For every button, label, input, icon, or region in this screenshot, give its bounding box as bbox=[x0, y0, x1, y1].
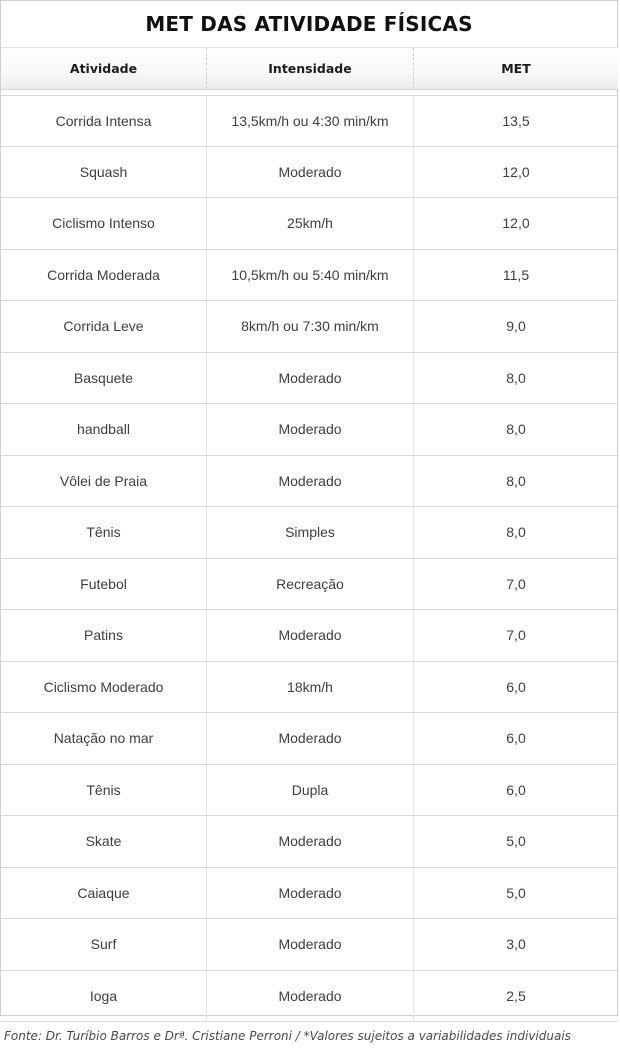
met-cell: 11,5 bbox=[502, 266, 530, 283]
activity-cell: Basquete bbox=[1, 353, 207, 404]
activity-cell: Tênis bbox=[1, 765, 207, 816]
met-cell: 9,0 bbox=[506, 318, 526, 335]
table-row bbox=[1, 816, 618, 868]
activity-cell: Corrida Moderada bbox=[1, 250, 207, 301]
table-row bbox=[1, 713, 618, 765]
intensity-cell: Simples bbox=[207, 507, 414, 558]
met-cell: 2,5 bbox=[506, 987, 526, 1004]
table-title: MET DAS ATIVIDADE FÍSICAS bbox=[145, 11, 473, 36]
met-cell: 12,0 bbox=[502, 163, 530, 180]
table-header bbox=[1, 47, 618, 90]
met-cell: 5,0 bbox=[506, 833, 526, 850]
table-row bbox=[1, 919, 618, 971]
met-cell: 8,0 bbox=[506, 421, 526, 438]
source-footnote: Fonte: Dr. Turíbio Barros e Drª. Cristiane Perroni / *Valores sujeitos a variabilidades individuais bbox=[4, 1029, 571, 1043]
table-row bbox=[1, 404, 618, 456]
intensity-cell: Recreação bbox=[207, 559, 414, 610]
table-row bbox=[1, 971, 618, 1023]
met-cell: 6,0 bbox=[506, 730, 526, 747]
table-row bbox=[1, 456, 618, 508]
intensity-cell: 8km/h ou 7:30 min/km bbox=[207, 301, 414, 352]
activity-cell: Ioga bbox=[1, 971, 207, 1022]
activity-cell: Corrida Intensa bbox=[1, 96, 207, 146]
table-row bbox=[1, 95, 618, 147]
met-cell: 6,0 bbox=[506, 781, 526, 798]
activity-cell: Futebol bbox=[1, 559, 207, 610]
met-cell: 8,0 bbox=[506, 472, 526, 489]
activity-cell: Ciclismo Intenso bbox=[1, 198, 207, 249]
table-row bbox=[1, 353, 618, 405]
activity-cell: Skate bbox=[1, 816, 207, 867]
activity-cell: Corrida Leve bbox=[1, 301, 207, 352]
activity-cell: Vôlei de Praia bbox=[1, 456, 207, 507]
header-intensidade: Intensidade bbox=[207, 48, 414, 89]
intensity-cell: Moderado bbox=[207, 971, 414, 1022]
activity-cell: handball bbox=[1, 404, 207, 455]
intensity-cell: Dupla bbox=[207, 765, 414, 816]
met-cell: 7,0 bbox=[506, 627, 526, 644]
intensity-cell: Moderado bbox=[207, 816, 414, 867]
intensity-cell: 18km/h bbox=[207, 662, 414, 713]
header-atividade: Atividade bbox=[1, 48, 207, 89]
activity-cell: Ciclismo Moderado bbox=[1, 662, 207, 713]
met-cell: 7,0 bbox=[506, 575, 526, 592]
table-row bbox=[1, 301, 618, 353]
intensity-cell: Moderado bbox=[207, 713, 414, 764]
activity-cell: Caiaque bbox=[1, 868, 207, 919]
activity-cell: Natação no mar bbox=[1, 713, 207, 764]
table-row bbox=[1, 559, 618, 611]
activity-cell: Surf bbox=[1, 919, 207, 970]
activity-cell: Squash bbox=[1, 147, 207, 198]
table-row bbox=[1, 610, 618, 662]
table-row bbox=[1, 250, 618, 302]
table-row bbox=[1, 147, 618, 199]
header-met: MET bbox=[501, 61, 531, 76]
intensity-cell: Moderado bbox=[207, 456, 414, 507]
met-cell: 3,0 bbox=[506, 936, 526, 953]
met-cell: 5,0 bbox=[506, 884, 526, 901]
table-row bbox=[1, 507, 618, 559]
table-row bbox=[1, 765, 618, 817]
intensity-cell: Moderado bbox=[207, 610, 414, 661]
intensity-cell: Moderado bbox=[207, 868, 414, 919]
intensity-cell: Moderado bbox=[207, 147, 414, 198]
intensity-cell: Moderado bbox=[207, 919, 414, 970]
table-row bbox=[1, 662, 618, 714]
intensity-cell: 13,5km/h ou 4:30 min/km bbox=[207, 96, 414, 146]
table-row bbox=[1, 198, 618, 250]
intensity-cell: Moderado bbox=[207, 353, 414, 404]
met-cell: 8,0 bbox=[506, 524, 526, 541]
met-cell: 13,5 bbox=[502, 112, 530, 129]
table-row bbox=[1, 868, 618, 920]
activity-cell: Tênis bbox=[1, 507, 207, 558]
table-body bbox=[1, 95, 618, 1022]
met-cell: 6,0 bbox=[506, 678, 526, 695]
met-cell: 12,0 bbox=[502, 215, 530, 232]
intensity-cell: Moderado bbox=[207, 404, 414, 455]
activity-cell: Patins bbox=[1, 610, 207, 661]
intensity-cell: 10,5km/h ou 5:40 min/km bbox=[207, 250, 414, 301]
intensity-cell: 25km/h bbox=[207, 198, 414, 249]
met-cell: 8,0 bbox=[506, 369, 526, 386]
